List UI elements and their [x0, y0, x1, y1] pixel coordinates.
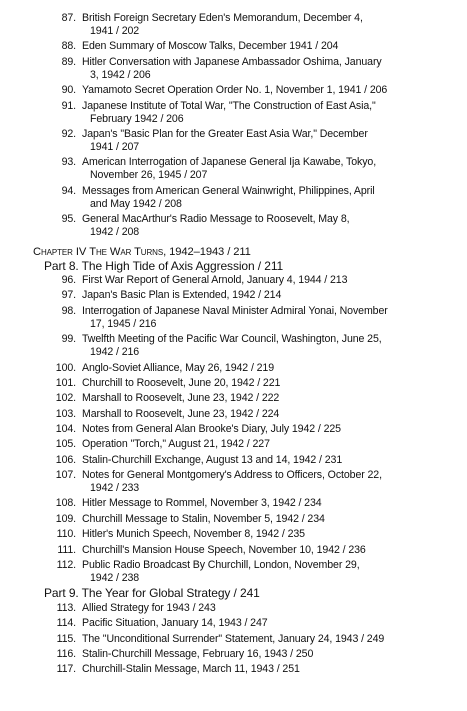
entry-number: 113. — [56, 601, 76, 614]
entry-number: 99. — [61, 333, 76, 346]
entry-title: Allied Strategy for 1943 / 243 — [82, 601, 216, 614]
entry-title: The "Unconditional Surrender" Statement, January 24, 1943 / 249 — [82, 632, 385, 645]
entry-number: 105. — [55, 438, 76, 451]
entry-title: Hitler Conversation with Japanese Ambassador Oshima, January — [82, 55, 382, 68]
entry-number: 92. — [61, 127, 76, 140]
entry-continuation: 1941 / 207 — [90, 140, 140, 153]
chapter-page: / 211 — [227, 245, 251, 258]
entry-title: Hitler Message to Rommel, November 3, 1942 / 234 — [82, 497, 322, 510]
entry-number: 96. — [61, 274, 76, 287]
entry-continuation: 17, 1945 / 216 — [90, 317, 157, 330]
entry-continuation: November 26, 1945 / 207 — [90, 169, 208, 182]
entry-number: 115. — [56, 632, 76, 645]
entry-title: British Foreign Secretary Eden's Memorandum, December 4, — [82, 12, 363, 24]
entry-number: 116. — [56, 647, 76, 660]
entry-number: 112. — [56, 558, 76, 571]
entry-title: Public Radio Broadcast By Churchill, London, November 29, — [82, 558, 360, 571]
entry-title: Churchill's Mansion House Speech, November 10, 1942 / 236 — [82, 543, 366, 556]
entry-number: 109. — [55, 512, 76, 525]
entry-title: Stalin-Churchill Message, February 16, 1943 / 250 — [82, 647, 314, 660]
entry-number: 91. — [61, 99, 76, 112]
entry-title: Notes for General Montgomery's Address to Officers, October 22, — [82, 469, 382, 482]
entry-number: 106. — [55, 453, 76, 466]
entry-title: Notes from General Alan Brooke's Diary, July 1942 / 225 — [82, 423, 341, 435]
chapter-title: The War Turns, 1942–1943 — [89, 245, 225, 258]
entry-title: Churchill-Stalin Message, March 11, 1943 / 251 — [82, 663, 300, 676]
entry-number: 102. — [55, 392, 76, 405]
entry-title: Messages from American General Wainwright, Philippines, April — [82, 184, 375, 197]
part-heading: Part 8. The High Tide of Axis Aggression / 211 — [44, 258, 284, 273]
entry-title: Marshall to Roosevelt, June 23, 1942 / 224 — [82, 407, 280, 420]
entry-title: Marshall to Roosevelt, June 23, 1942 / 222 — [82, 392, 280, 405]
entry-title: Churchill to Roosevelt, June 20, 1942 / 221 — [82, 376, 281, 389]
entry-number: 89. — [61, 55, 76, 68]
entry-number: 108. — [55, 497, 76, 510]
entry-title: Hitler's Munich Speech, November 8, 1942 / 235 — [82, 528, 305, 541]
entry-continuation: 3, 1942 / 206 — [90, 68, 151, 81]
entry-number: 107. — [55, 469, 76, 482]
entry-title: Anglo-Soviet Alliance, May 26, 1942 / 219 — [82, 361, 275, 374]
entry-number: 104. — [55, 423, 76, 435]
entry-title: Eden Summary of Moscow Talks, December 1941 / 204 — [82, 40, 339, 53]
chapter-number: Chapter IV — [33, 245, 87, 258]
entry-number: 101. — [55, 376, 76, 389]
part-heading: Part 9. The Year for Global Strategy / 241 — [44, 586, 260, 601]
entry-title: Churchill Message to Stalin, November 5, 1942 / 234 — [82, 512, 325, 525]
entry-title: Japanese Institute of Total War, "The Construction of East Asia," — [82, 99, 376, 112]
entry-number: 90. — [61, 84, 76, 97]
entry-number: 117. — [56, 663, 76, 676]
chapter-heading — [33, 246, 251, 259]
entry-number: 114. — [56, 617, 76, 630]
entry-number: 98. — [61, 304, 76, 317]
entry-title: Pacific Situation, January 14, 1943 / 247 — [82, 617, 268, 630]
entry-number: 95. — [61, 213, 76, 226]
entry-continuation: 1941 / 202 — [90, 25, 140, 38]
entry-continuation: 1942 / 238 — [90, 571, 140, 584]
entry-title: General MacArthur's Radio Message to Roosevelt, May 8, — [82, 213, 350, 226]
entry-title: Japan's "Basic Plan for the Greater East Asia War," December — [82, 127, 368, 140]
entry-title: Japan's Basic Plan is Extended, 1942 / 214 — [82, 289, 282, 302]
entry-number: 100. — [55, 361, 76, 374]
entry-title: Twelfth Meeting of the Pacific War Council, Washington, June 25, — [82, 333, 382, 346]
entry-number: 93. — [61, 156, 76, 169]
entry-continuation: and May 1942 / 208 — [90, 197, 182, 210]
entry-number: 87. — [61, 12, 76, 24]
entry-number: 103. — [55, 407, 76, 420]
entry-title: Interrogation of Japanese Naval Minister Admiral Yonai, November — [82, 304, 388, 317]
entry-continuation: 1942 / 208 — [90, 226, 140, 239]
entry-number: 111. — [57, 543, 76, 556]
entry-number: 88. — [61, 40, 76, 53]
entry-continuation: February 1942 / 206 — [90, 112, 184, 125]
entry-continuation: 1942 / 233 — [90, 482, 140, 495]
entry-title: Stalin-Churchill Exchange, August 13 and 14, 1942 / 231 — [82, 453, 343, 466]
entry-continuation: 1942 / 216 — [90, 346, 140, 359]
entry-title: Yamamoto Secret Operation Order No. 1, November 1, 1941 / 206 — [82, 84, 388, 97]
entry-title: American Interrogation of Japanese General Ija Kawabe, Tokyo, — [82, 156, 377, 169]
entry-title: First War Report of General Arnold, January 4, 1944 / 213 — [82, 274, 348, 287]
entry-number: 110. — [56, 528, 76, 541]
entry-number: 94. — [61, 184, 76, 197]
entry-title: Operation "Torch," August 21, 1942 / 227 — [82, 438, 270, 451]
entry-number: 97. — [61, 289, 76, 302]
